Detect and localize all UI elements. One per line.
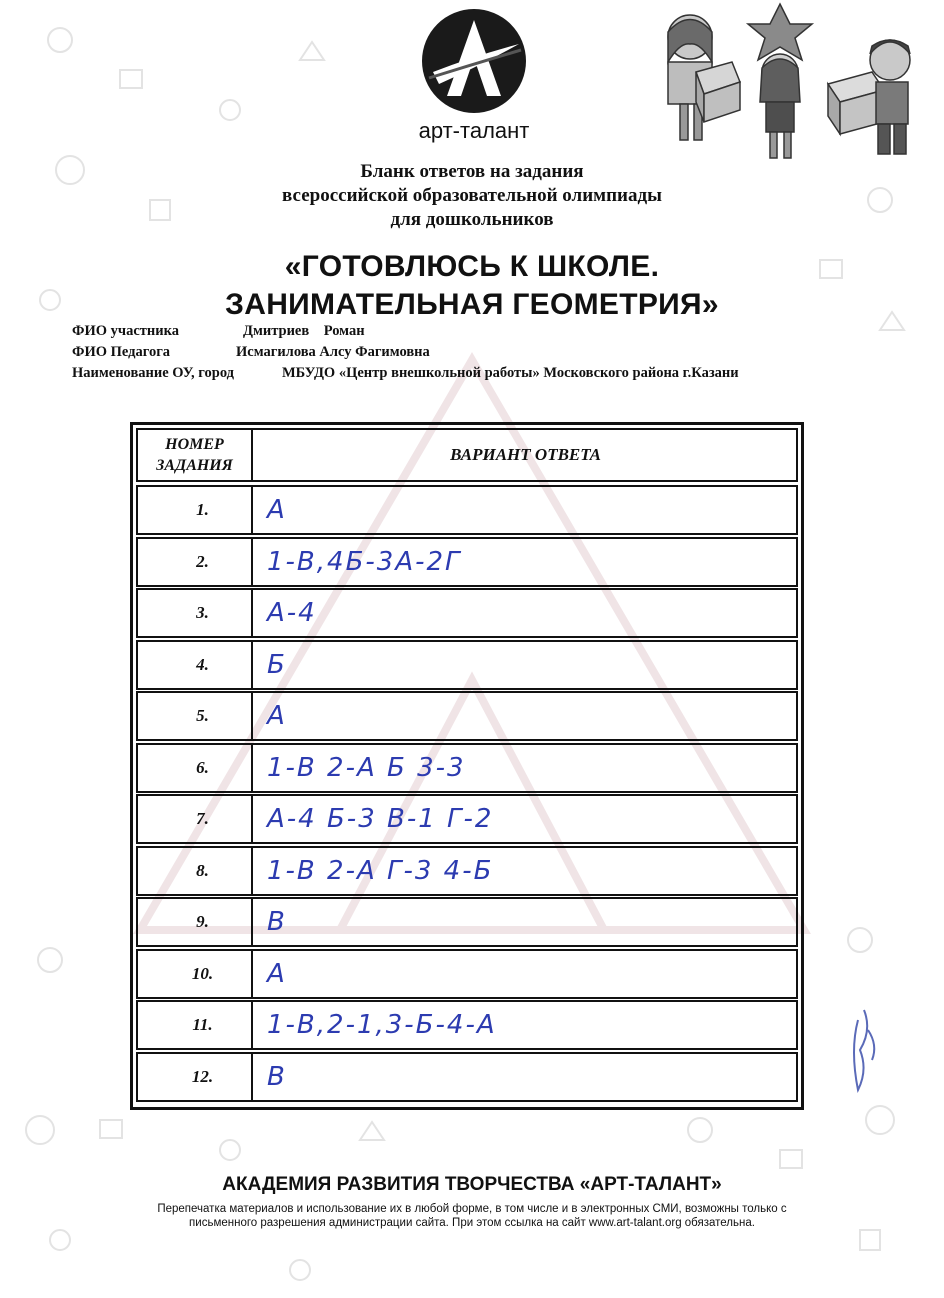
handwritten-answer: 1-В 2-А Г-3 4-Б bbox=[267, 855, 494, 886]
header-num-line-2: ЗАДАНИЯ bbox=[156, 457, 233, 474]
answers-table bbox=[130, 422, 804, 1110]
olympiad-title-line-1: «ГОТОВЛЮСЬ К ШКОЛЕ. bbox=[284, 250, 660, 283]
handwritten-answer: 1-В,2-1,3-Б-4-А bbox=[267, 1010, 497, 1040]
handwritten-answer: 1-В,4Б-3А-2Г bbox=[267, 546, 462, 577]
table-row bbox=[136, 1052, 798, 1102]
school-label: Наименование ОУ, город bbox=[72, 365, 234, 381]
teacher-label: ФИО Педагога bbox=[72, 344, 171, 360]
handwritten-answer: 1-В 2-А Б 3-3 bbox=[267, 752, 466, 783]
task-number: 9. bbox=[138, 899, 253, 945]
task-number: 12. bbox=[138, 1054, 253, 1100]
task-number: 4. bbox=[138, 642, 253, 688]
olympiad-title-line-2: ЗАНИМАТЕЛЬНАЯ ГЕОМЕТРИЯ» bbox=[225, 288, 719, 321]
handwritten-answer: В bbox=[267, 1061, 287, 1092]
footer-organization: АКАДЕМИЯ РАЗВИТИЯ ТВОРЧЕСТВА «АРТ-ТАЛАНТ» bbox=[222, 1174, 722, 1195]
task-number: 2. bbox=[138, 539, 253, 585]
header-task-number bbox=[138, 430, 253, 480]
handwritten-answer: А bbox=[267, 495, 287, 525]
footer-note-line-1: Перепечатка материалов и использование их в любой форме, в том числе и в электронных СМИ, возможны только с bbox=[157, 1203, 787, 1215]
table-row bbox=[136, 1000, 798, 1050]
participant-label: ФИО участника bbox=[72, 323, 179, 339]
task-number: 6. bbox=[138, 745, 253, 791]
task-number: 8. bbox=[138, 848, 253, 894]
table-row bbox=[136, 691, 798, 741]
task-number: 10. bbox=[138, 951, 253, 997]
table-row bbox=[136, 794, 798, 844]
footer-note-line-2: письменного разрешения администрации сайта. При этом ссылка на сайт www.art-talant.org обязательна. bbox=[189, 1217, 755, 1229]
header-line-3: для дошкольников bbox=[390, 209, 554, 230]
school-value: МБУДО «Центр внешкольной работы» Московского района г.Казани bbox=[282, 365, 739, 381]
olympiad-title bbox=[0, 248, 944, 324]
table-header-row bbox=[136, 428, 798, 482]
form-header bbox=[0, 160, 944, 232]
logo-text: арт-талант bbox=[418, 118, 530, 143]
header-num-line-1: НОМЕР bbox=[165, 436, 224, 453]
table-row bbox=[136, 537, 798, 587]
handwritten-answer: А-4 bbox=[267, 598, 317, 628]
table-row bbox=[136, 588, 798, 638]
header-line-1: Бланк ответов на задания bbox=[360, 161, 584, 182]
handwritten-answer: В bbox=[267, 907, 287, 937]
participant-value: Дмитриев Роман bbox=[243, 323, 365, 339]
footer-copyright-note bbox=[0, 1202, 944, 1230]
task-number: 3. bbox=[138, 590, 253, 636]
kids-illustration-icon bbox=[640, 2, 940, 162]
table-row bbox=[136, 846, 798, 896]
task-number: 7. bbox=[138, 796, 253, 842]
table-row bbox=[136, 743, 798, 793]
header-answer-variant: ВАРИАНТ ОТВЕТА bbox=[450, 445, 601, 464]
task-number: 11. bbox=[138, 1002, 253, 1048]
table-row bbox=[136, 640, 798, 690]
handwritten-answer: Б bbox=[267, 649, 287, 680]
art-talant-logo bbox=[410, 6, 538, 146]
header-line-2: всероссийской образовательной олимпиады bbox=[282, 185, 662, 206]
handwritten-answer: А-4 Б-3 В-1 Г-2 bbox=[267, 804, 494, 834]
handwritten-answer: А bbox=[267, 701, 287, 731]
task-number: 5. bbox=[138, 693, 253, 739]
handwritten-answer: А bbox=[267, 958, 287, 989]
task-number: 1. bbox=[138, 487, 253, 533]
table-row bbox=[136, 949, 798, 999]
art-talant-logo-icon bbox=[419, 6, 529, 116]
signature-mark-icon bbox=[838, 1000, 888, 1100]
teacher-value: Исмагилова Алсу Фагимовна bbox=[236, 344, 430, 360]
table-row bbox=[136, 485, 798, 535]
table-row bbox=[136, 897, 798, 947]
